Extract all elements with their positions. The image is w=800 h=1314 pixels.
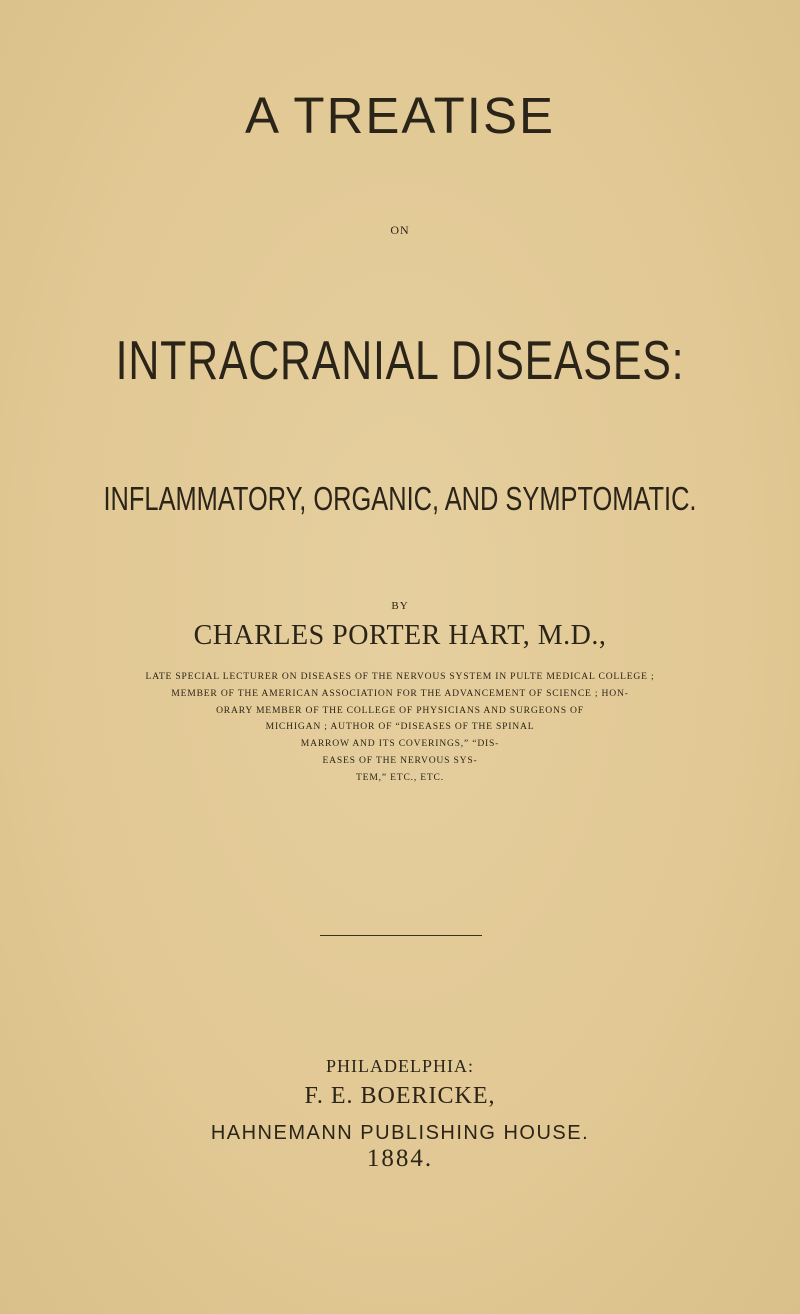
author-name: CHARLES PORTER HART, M.D., [193,620,607,651]
by-line: BY [391,600,409,612]
main-title: INTRACRANIAL DISEASES: [115,329,685,391]
credentials-line: EASES OF THE NERVOUS SYS- [322,754,478,766]
publication-place: PHILADELPHIA: [326,1056,474,1076]
title-on: ON [390,223,410,237]
credentials-line: MARROW AND ITS COVERINGS,” “DIS- [300,738,500,750]
divider-rule [320,935,482,936]
credentials-line: MEMBER OF THE AMERICAN ASSOCIATION FOR THE ADVANCEMENT OF SCIENCE ; HON- [171,687,629,699]
publisher-name: F. E. BOERICKE, [304,1083,496,1109]
author-credentials [0,669,800,787]
credentials-line: LATE SPECIAL LECTURER ON DISEASES OF THE NERVOUS SYSTEM IN PULTE MEDICAL COLLEGE ; [145,671,655,682]
subtitle: INFLAMMATORY, ORGANIC, AND SYMPTOMATIC. [103,480,697,517]
credentials-line: TEM,” ETC., ETC. [356,771,444,783]
publishing-house: HAHNEMANN PUBLISHING HOUSE. [210,1122,590,1144]
publication-year: 1884. [366,1145,434,1172]
credentials-line: MICHIGAN ; AUTHOR OF “DISEASES OF THE SPINAL [265,721,535,733]
title-line-treatise: A TREATISE [244,87,556,144]
credentials-line: ORARY MEMBER OF THE COLLEGE OF PHYSICIANS AND SURGEONS OF [216,704,584,716]
